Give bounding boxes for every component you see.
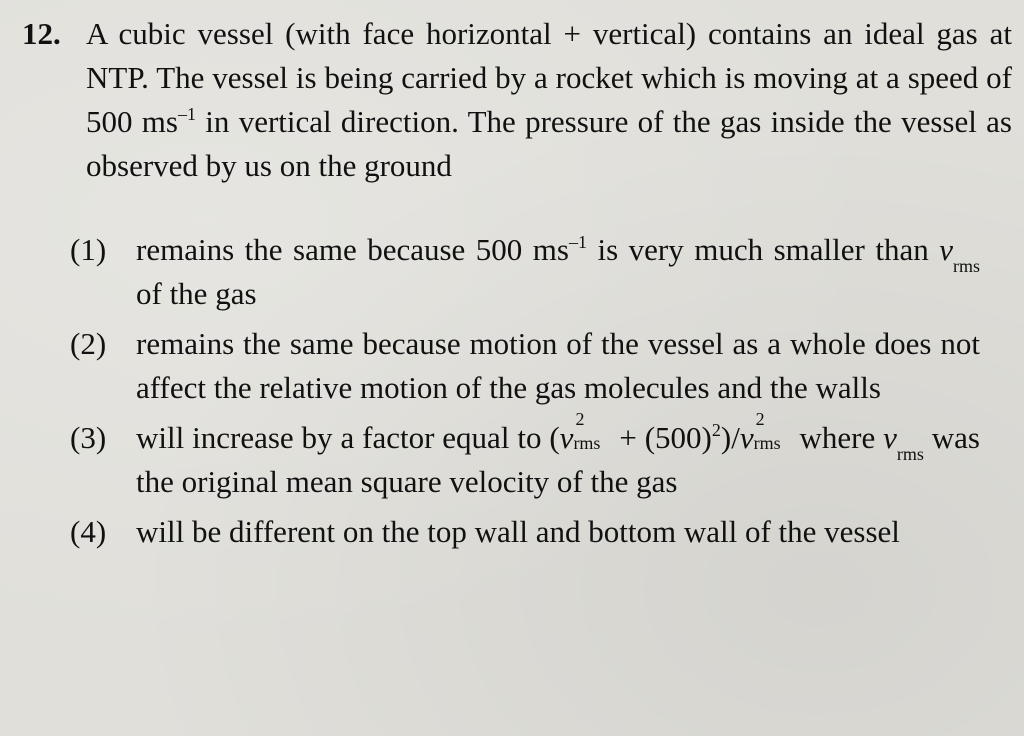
velocity-symbol: v: [883, 420, 897, 455]
option-text: remains the same because 500 ms: [136, 232, 569, 267]
option-1: [70, 228, 980, 316]
squared-rms-script: [573, 409, 611, 453]
option-text: where: [791, 420, 884, 455]
rms-subscript: rms: [573, 433, 601, 453]
option-number: (3): [70, 420, 107, 455]
rms-subscript: rms: [753, 433, 781, 453]
rms-subscript: rms: [896, 444, 924, 464]
option-text: is very much smaller than: [586, 232, 940, 267]
option-text: of the gas: [136, 276, 257, 311]
squared-exponent: 2: [755, 409, 765, 429]
velocity-symbol: v: [739, 420, 754, 455]
option-text: remains the same because motion of the vessel as a whole does not affect the relative motion of the gas molecules and the walls: [136, 326, 980, 405]
option-text: + (500): [611, 420, 712, 455]
squared-rms-script: [753, 409, 792, 453]
rms-subscript: rms: [953, 256, 980, 276]
unit-superscript: –1: [568, 232, 587, 252]
option-4: [70, 510, 980, 554]
question-block: [22, 6, 1012, 188]
option-3: [70, 409, 980, 504]
squared-exponent: 2: [711, 420, 721, 440]
option-number: (4): [70, 514, 107, 549]
question-text-end: in vertical direction. The pressure of the gas inside the vessel as observed by us on the ground: [86, 104, 1012, 183]
question-text: [86, 6, 1012, 188]
question-number: 12.: [22, 16, 61, 51]
squared-exponent: 2: [575, 409, 585, 429]
option-text: will increase by a factor equal to (: [136, 420, 560, 455]
option-number: (2): [70, 326, 107, 361]
question-text-part: A cubic vessel (with face horizontal + vertical) contains an ideal gas at NTP. The vessel is being carried by a rocket which is moving at a speed of 500 ms: [86, 16, 1012, 139]
question-unit-superscript: –1: [177, 104, 196, 124]
option-text: will be different on the top wall and bottom wall of the vessel: [136, 514, 900, 549]
option-text: was the original mean square velocity of the gas: [136, 420, 980, 499]
option-2: [70, 322, 980, 410]
velocity-symbol: v: [939, 232, 953, 267]
options-list: [70, 228, 980, 560]
option-number: (1): [70, 232, 107, 267]
velocity-symbol: v: [559, 420, 574, 455]
option-text: )/: [720, 420, 740, 455]
